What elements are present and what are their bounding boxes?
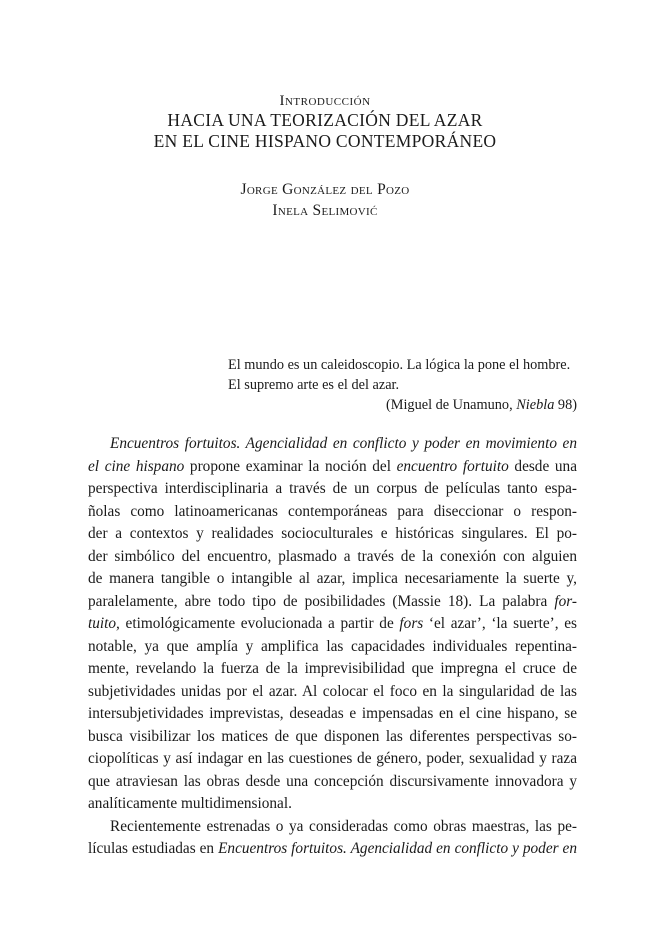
text-line xyxy=(88,546,577,569)
text-run: Recientemente estrenadas o ya consideradas como obras maestras, las pe- xyxy=(110,817,577,835)
text-line xyxy=(88,838,577,861)
text-line xyxy=(88,591,577,614)
epigraph-line-1: El mundo es un caleidoscopio. La lógica la pone el hombre. xyxy=(228,357,571,373)
text-line xyxy=(88,681,577,704)
text-run: subjetividades unidas por el azar. Al colocar el foco en la singularidad de las xyxy=(88,682,577,700)
text-run: ‘el azar’, ‘la suerte’, es xyxy=(423,615,578,632)
text-line xyxy=(88,771,577,794)
text-run: der simbólico del encuentro, plasmado a través de la conexión con alguien xyxy=(88,547,577,565)
italic-run: tuito, xyxy=(88,615,120,632)
text-line xyxy=(88,816,577,839)
text-run: ciopolíticas y así indagar en las cuestiones de género, poder, sexualidad y raza xyxy=(88,750,577,767)
text-run: perspectiva interdisciplinaria a través de un corpus de películas tanto espa- xyxy=(88,480,577,497)
epigraph-line-2: El supremo arte es el del azar. xyxy=(228,377,400,393)
epigraph xyxy=(228,355,577,415)
chapter-title-line-1: HACIA UNA TEORIZACIÓN DEL AZAR xyxy=(167,110,483,130)
author-name: Inela Selimović xyxy=(272,202,378,219)
text-run: intersubjetividades imprevistas, deseadas e impensadas en el cine hispano, se xyxy=(88,705,577,722)
paragraph-1 xyxy=(88,433,577,816)
text-line xyxy=(88,613,577,636)
text-line xyxy=(88,748,577,771)
text-line xyxy=(88,478,577,501)
text-run: que atraviesan las obras desde una concepción discursivamente innovadora y xyxy=(88,772,577,790)
italic-run: encuentro fortuito xyxy=(396,457,509,475)
chapter-title-line-2: EN EL CINE HISPANO CONTEMPORÁNEO xyxy=(153,131,497,151)
text-run: propone examinar la noción del xyxy=(184,457,397,475)
text-line xyxy=(88,658,577,681)
chapter-header xyxy=(0,92,650,152)
italic-run: Encuentros fortuitos. Agencialidad en conflicto y poder en movimiento en xyxy=(110,435,577,452)
body-text xyxy=(88,433,577,861)
italic-run: el cine hispano xyxy=(88,457,185,475)
text-run: busca visibilizar los matices de que disponen las diferentes perspectivas so- xyxy=(88,727,577,745)
text-run: analíticamente multidimensional. xyxy=(88,795,292,812)
citation-work-title: Niebla xyxy=(516,397,555,413)
italic-run: fors xyxy=(399,615,424,632)
text-line xyxy=(88,636,577,659)
text-run: mente, revelando la fuerza de la imprevisibilidad que impregna el cruce de xyxy=(88,660,577,677)
epigraph-citation xyxy=(228,395,577,415)
text-line xyxy=(88,726,577,749)
author-name: Jorge González del Pozo xyxy=(240,181,410,198)
paragraph-2 xyxy=(88,816,577,861)
text-run: lículas estudiadas en xyxy=(88,840,219,857)
text-line xyxy=(88,523,577,546)
citation-prefix: (Miguel de Unamuno, xyxy=(385,397,517,413)
text-run: desde una xyxy=(508,457,577,475)
text-line xyxy=(88,568,577,591)
text-line xyxy=(88,456,577,479)
text-line xyxy=(88,793,577,816)
text-run: der a contextos y realidades socioculturales e históricas singulares. El po- xyxy=(88,525,577,542)
text-run: paralelamente, abre todo tipo de posibilidades (Massie 18). La palabra xyxy=(88,592,555,610)
italic-run: for- xyxy=(554,592,577,610)
text-run: ñolas como latinoamericanas contemporáneas para diseccionar o respon- xyxy=(88,502,577,520)
text-line xyxy=(88,433,577,456)
text-line xyxy=(88,501,577,524)
text-run: de manera tangible o intangible al azar, implica necesariamente la suerte y, xyxy=(88,570,577,587)
citation-suffix: 98) xyxy=(554,397,577,413)
text-run: notable, ya que amplía y amplifica las capacidades individuales repentina- xyxy=(88,637,577,655)
author-list xyxy=(0,179,650,221)
chapter-kicker: Introducción xyxy=(279,93,371,109)
italic-run: Encuentros fortuitos. Agencialidad en conflicto y poder en xyxy=(218,840,577,857)
text-run: etimológicamente evolucionada a partir de xyxy=(119,615,400,632)
text-line xyxy=(88,703,577,726)
